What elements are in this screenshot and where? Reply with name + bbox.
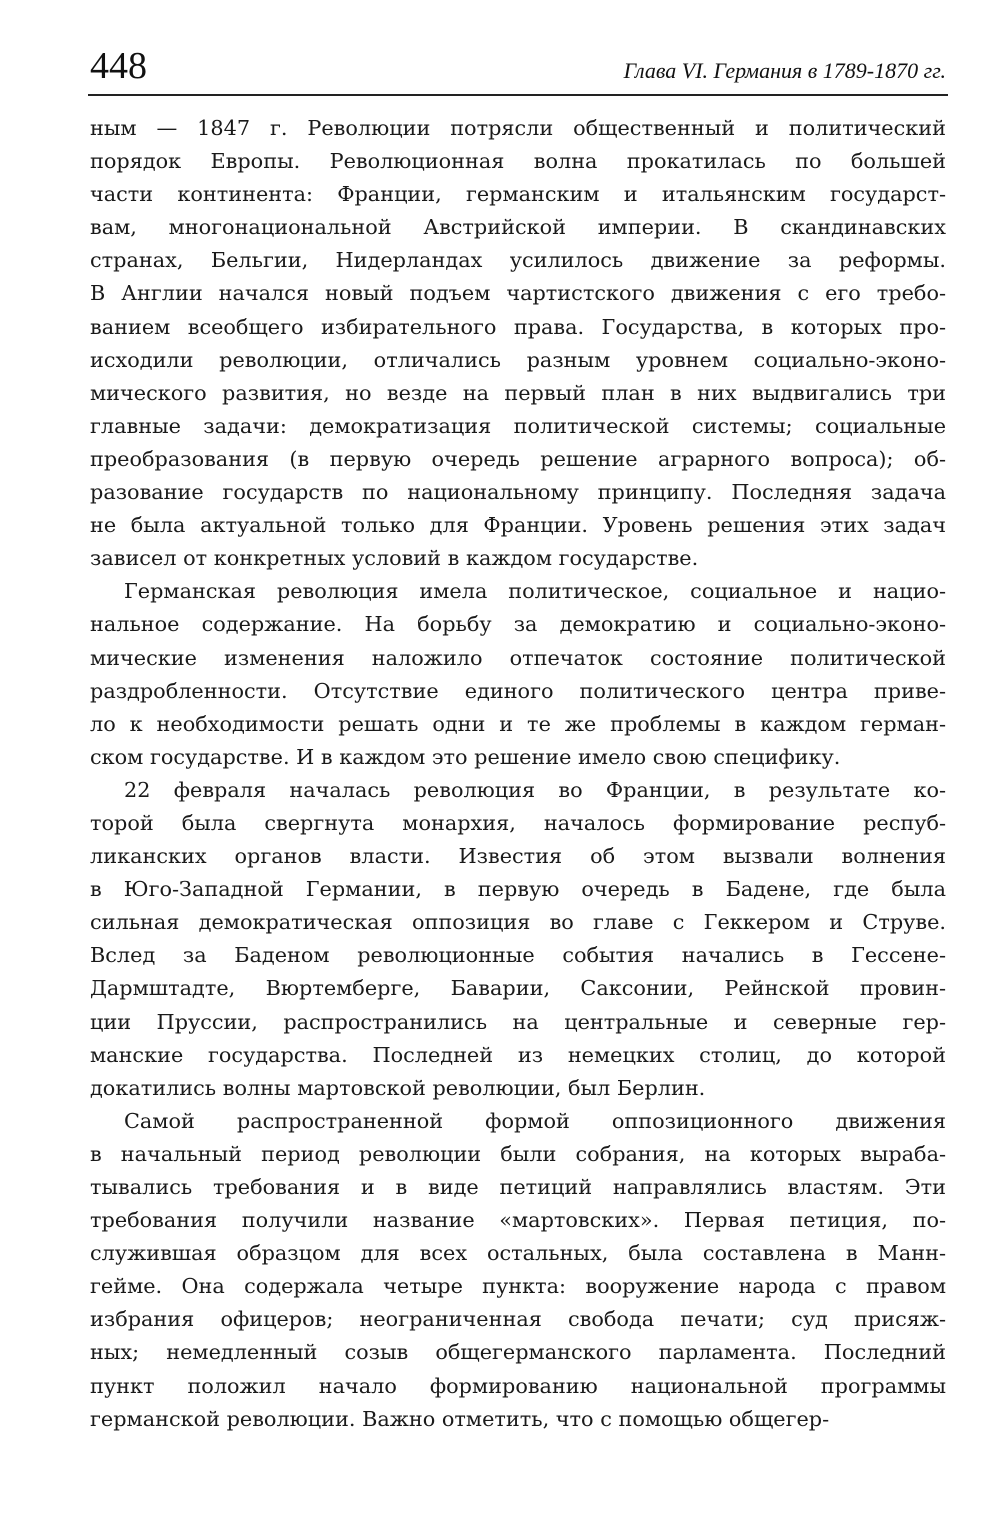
running-head: Глава VI. Германия в 1789-1870 гг. bbox=[623, 58, 946, 83]
text-line: гейме. Она содержала четыре пункта: вооружение народа с правом bbox=[90, 1274, 946, 1299]
text-line: Дармштадте, Вюртемберге, Баварии, Саксонии, Рейнской провин- bbox=[90, 976, 946, 1001]
text-line: в начальный период революции были собрания, на которых выраба- bbox=[90, 1141, 946, 1166]
text-line: ных; немедленный созыв общегерманского парламента. Последний bbox=[90, 1340, 946, 1365]
text-line: Самой распространенной формой оппозиционного движения bbox=[124, 1108, 946, 1133]
text-line: докатились волны мартовской революции, был Берлин. bbox=[90, 1075, 706, 1100]
text-line: торой была свергнута монархия, началось формирование респуб- bbox=[90, 810, 946, 835]
text-line: разование государств по национальному принципу. Последняя задача bbox=[90, 480, 946, 505]
text-line: странах, Бельгии, Нидерландах усилилось движение за реформы. bbox=[90, 248, 946, 273]
text-line: Германская революция имела политическое, социальное и нацио- bbox=[124, 579, 946, 604]
page-header bbox=[90, 44, 946, 90]
page-number: 448 bbox=[90, 45, 147, 87]
text-line: мические изменения наложило отпечаток состояние политической bbox=[90, 645, 946, 670]
text-line: не была актуальной только для Франции. Уровень решения этих задач bbox=[90, 513, 946, 538]
text-line: пункт положил начало формированию национальной программы bbox=[90, 1373, 946, 1398]
text-line: раздробленности. Отсутствие единого политического центра приве- bbox=[90, 678, 946, 703]
text-line: преобразования (в первую очередь решение аграрного вопроса); об- bbox=[90, 446, 946, 471]
text-line: ции Пруссии, распространились на центральные и северные гер- bbox=[90, 1009, 946, 1034]
text-line: служившая образцом для всех остальных, была составлена в Манн- bbox=[90, 1241, 946, 1266]
text-line: ликанских органов власти. Известия об этом вызвали волнения bbox=[90, 844, 946, 869]
text-line: части континента: Франции, германским и итальянским государст- bbox=[90, 182, 946, 207]
text-line: ском государстве. И в каждом это решение имело свою специфику. bbox=[90, 744, 841, 769]
text-line: ным — 1847 г. Революции потрясли общественный и политический bbox=[90, 116, 946, 140]
text-line: вам, многонациональной Австрийской империи. В скандинавских bbox=[90, 215, 946, 240]
text-line: главные задачи: демократизация политической системы; социальные bbox=[90, 413, 946, 438]
paragraph bbox=[90, 774, 946, 1105]
text-line: мического развития, но везде на первый план в них выдвигались три bbox=[90, 380, 946, 405]
text-line: в Юго-Западной Германии, в первую очередь в Бадене, где была bbox=[90, 877, 946, 902]
text-line: зависел от конкретных условий в каждом государстве. bbox=[90, 546, 699, 571]
text-line: В Англии начался новый подъем чартистского движения с его требо- bbox=[90, 281, 946, 306]
body-text bbox=[90, 112, 946, 1436]
text-line: германской революции. Важно отметить, что с помощью общегер- bbox=[90, 1406, 830, 1431]
text-line: нальное содержание. На борьбу за демократию и социально-эконо- bbox=[90, 612, 946, 637]
text-line: ло к необходимости решать одни и те же проблемы в каждом герман- bbox=[90, 711, 946, 736]
text-line: порядок Европы. Революционная волна прокатилась по большей bbox=[90, 149, 946, 174]
text-line: избрания офицеров; неограниченная свобода печати; суд присяж- bbox=[90, 1307, 946, 1332]
text-line: требования получили название «мартовских». Первая петиция, по- bbox=[90, 1208, 946, 1233]
header-rule bbox=[88, 94, 948, 96]
text-line: ванием всеобщего избирательного права. Государства, в которых про- bbox=[90, 314, 946, 339]
text-line: Вслед за Баденом революционные события начались в Гессене- bbox=[90, 943, 946, 968]
paragraph bbox=[90, 112, 946, 575]
text-line: исходили революции, отличались разным уровнем социально-эконо- bbox=[90, 347, 946, 372]
text-line: сильная демократическая оппозиция во главе с Геккером и Струве. bbox=[90, 910, 946, 935]
text-line: 22 февраля началась революция во Франции, в результате ко- bbox=[124, 777, 946, 802]
text-line: тывались требования и в виде петиций направлялись властям. Эти bbox=[90, 1175, 946, 1199]
text-line: манские государства. Последней из немецких столиц, до которой bbox=[90, 1042, 946, 1067]
paragraph bbox=[90, 575, 946, 774]
paragraph bbox=[90, 1105, 946, 1436]
